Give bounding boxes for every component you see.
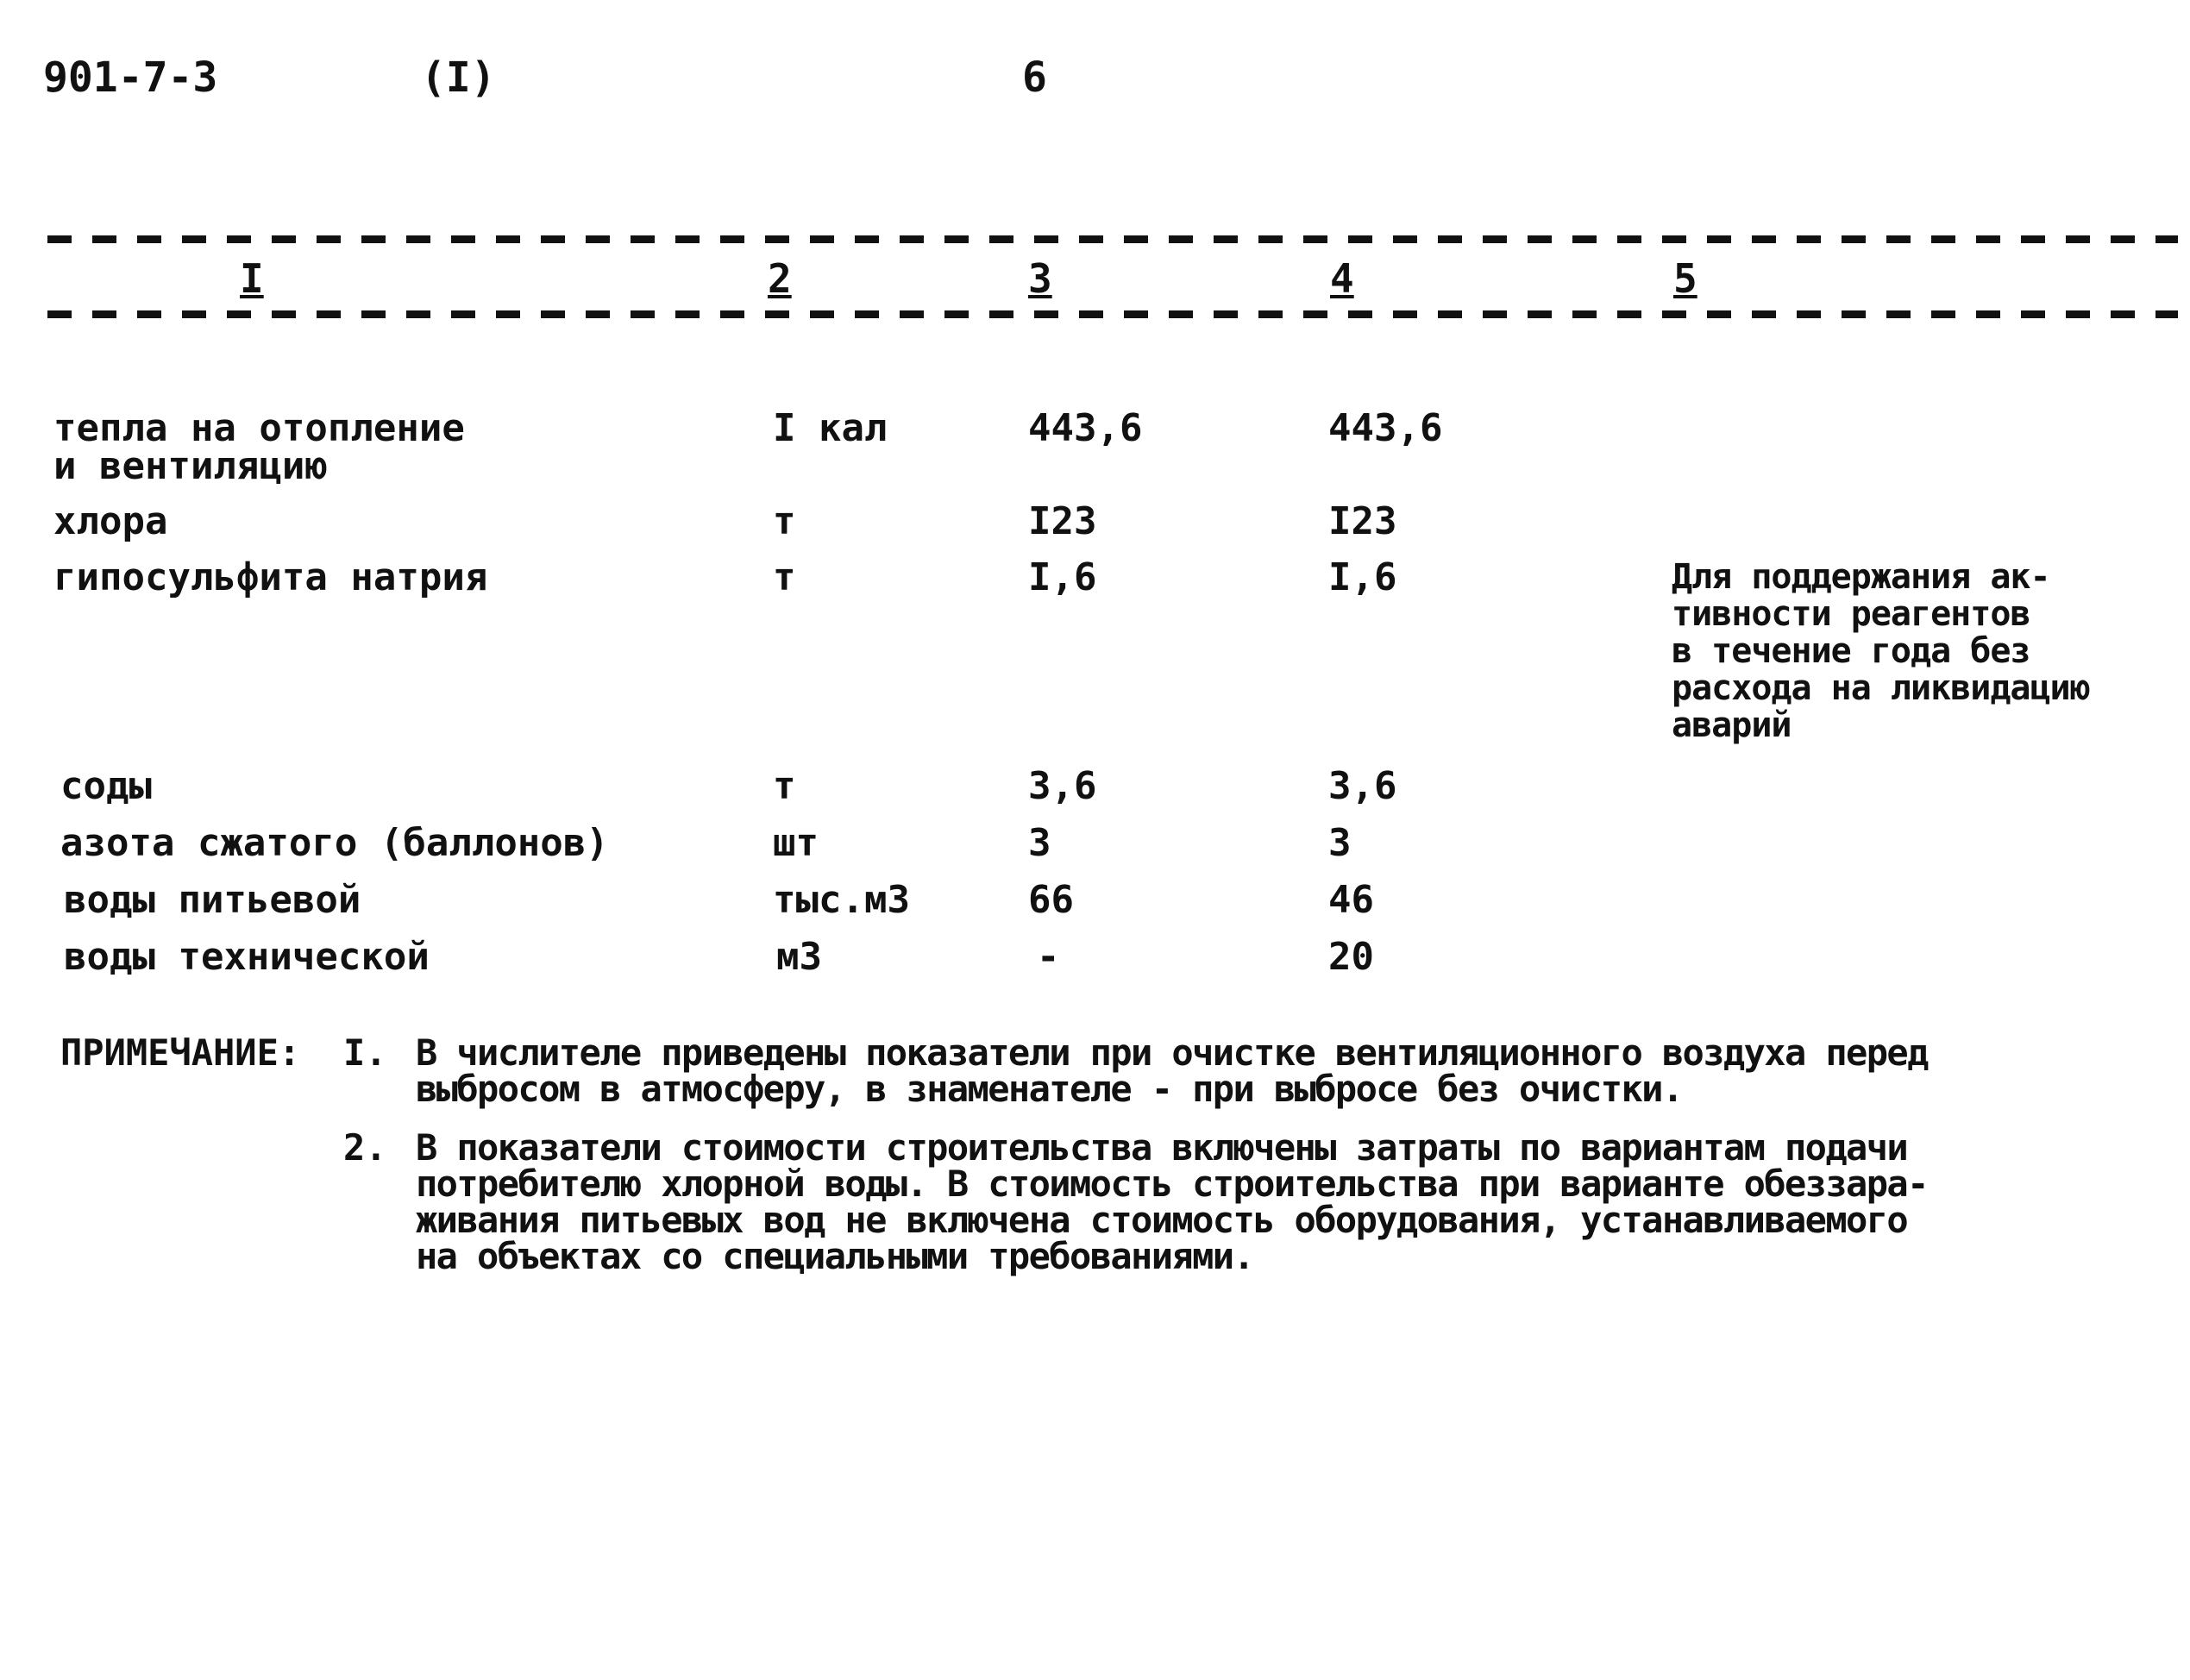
page-number: 6: [1022, 53, 1047, 102]
row-value-4: I,6: [1328, 555, 1397, 599]
note-text: В числителе приведены показатели при очистке вентиляционного воздуха перед выбросом в атмосферу, в знаменателе - при выбросе без очистки.: [416, 1031, 1928, 1110]
column-number-3: 3: [1023, 259, 1057, 298]
row-value-4: 20: [1328, 935, 1374, 979]
row-value-4: 3,6: [1328, 764, 1397, 808]
row-value-3: 443,6: [1028, 406, 1143, 450]
row-remark: Для поддержания ак- тивности реагентов в течение года без расхода на ликвидацию аварий: [1672, 557, 2090, 745]
row-name: хлора: [53, 499, 168, 543]
row-value-3: 3: [1028, 821, 1051, 865]
row-unit: т: [773, 555, 796, 599]
row-unit: т: [773, 499, 796, 543]
row-name: тепла на отопление и вентиляцию: [53, 406, 465, 488]
notes-label: ПРИМЕЧАНИЕ:: [60, 1031, 301, 1074]
table-top-rule: [47, 235, 2178, 243]
row-unit: м3: [776, 935, 822, 979]
note-number: I.: [343, 1031, 387, 1074]
column-number-5: 5: [1668, 259, 1703, 298]
table-header-rule: [47, 310, 2178, 318]
document-part: (I): [421, 53, 496, 102]
row-value-3: I,6: [1028, 555, 1097, 599]
document-code: 901-7-3: [43, 53, 218, 102]
row-unit: т: [773, 764, 796, 808]
column-number-1: I: [235, 259, 269, 298]
row-name: азота сжатого (баллонов): [60, 821, 609, 865]
row-name: воды питьевой: [64, 878, 361, 922]
note-number: 2.: [343, 1126, 387, 1169]
column-number-4: 4: [1325, 259, 1359, 298]
row-value-3: 3,6: [1028, 764, 1097, 808]
row-unit: тыс.м3: [773, 878, 910, 922]
column-number-2: 2: [762, 259, 797, 298]
row-value-4: 443,6: [1328, 406, 1443, 450]
row-name: соды: [60, 764, 152, 808]
row-value-3: I23: [1028, 499, 1097, 543]
row-value-4: 3: [1328, 821, 1352, 865]
row-unit: шт: [773, 821, 819, 865]
row-value-3: 66: [1028, 878, 1074, 922]
row-value-4: 46: [1328, 878, 1374, 922]
note-text: В показатели стоимости строительства включены затраты по вариантам подачи потребителю хлорной воды. В стоимость строительства при варианте обеззара- живания питьевых вод не включена стоимость оборудования, устанавливаемого на объектах со специальными требованиями.: [416, 1126, 1928, 1277]
row-unit: I кал: [773, 406, 888, 450]
row-name: гипосульфита натрия: [53, 555, 488, 599]
row-value-4: I23: [1328, 499, 1397, 543]
row-name: воды технической: [64, 935, 430, 979]
row-value-3: -: [1037, 935, 1060, 979]
